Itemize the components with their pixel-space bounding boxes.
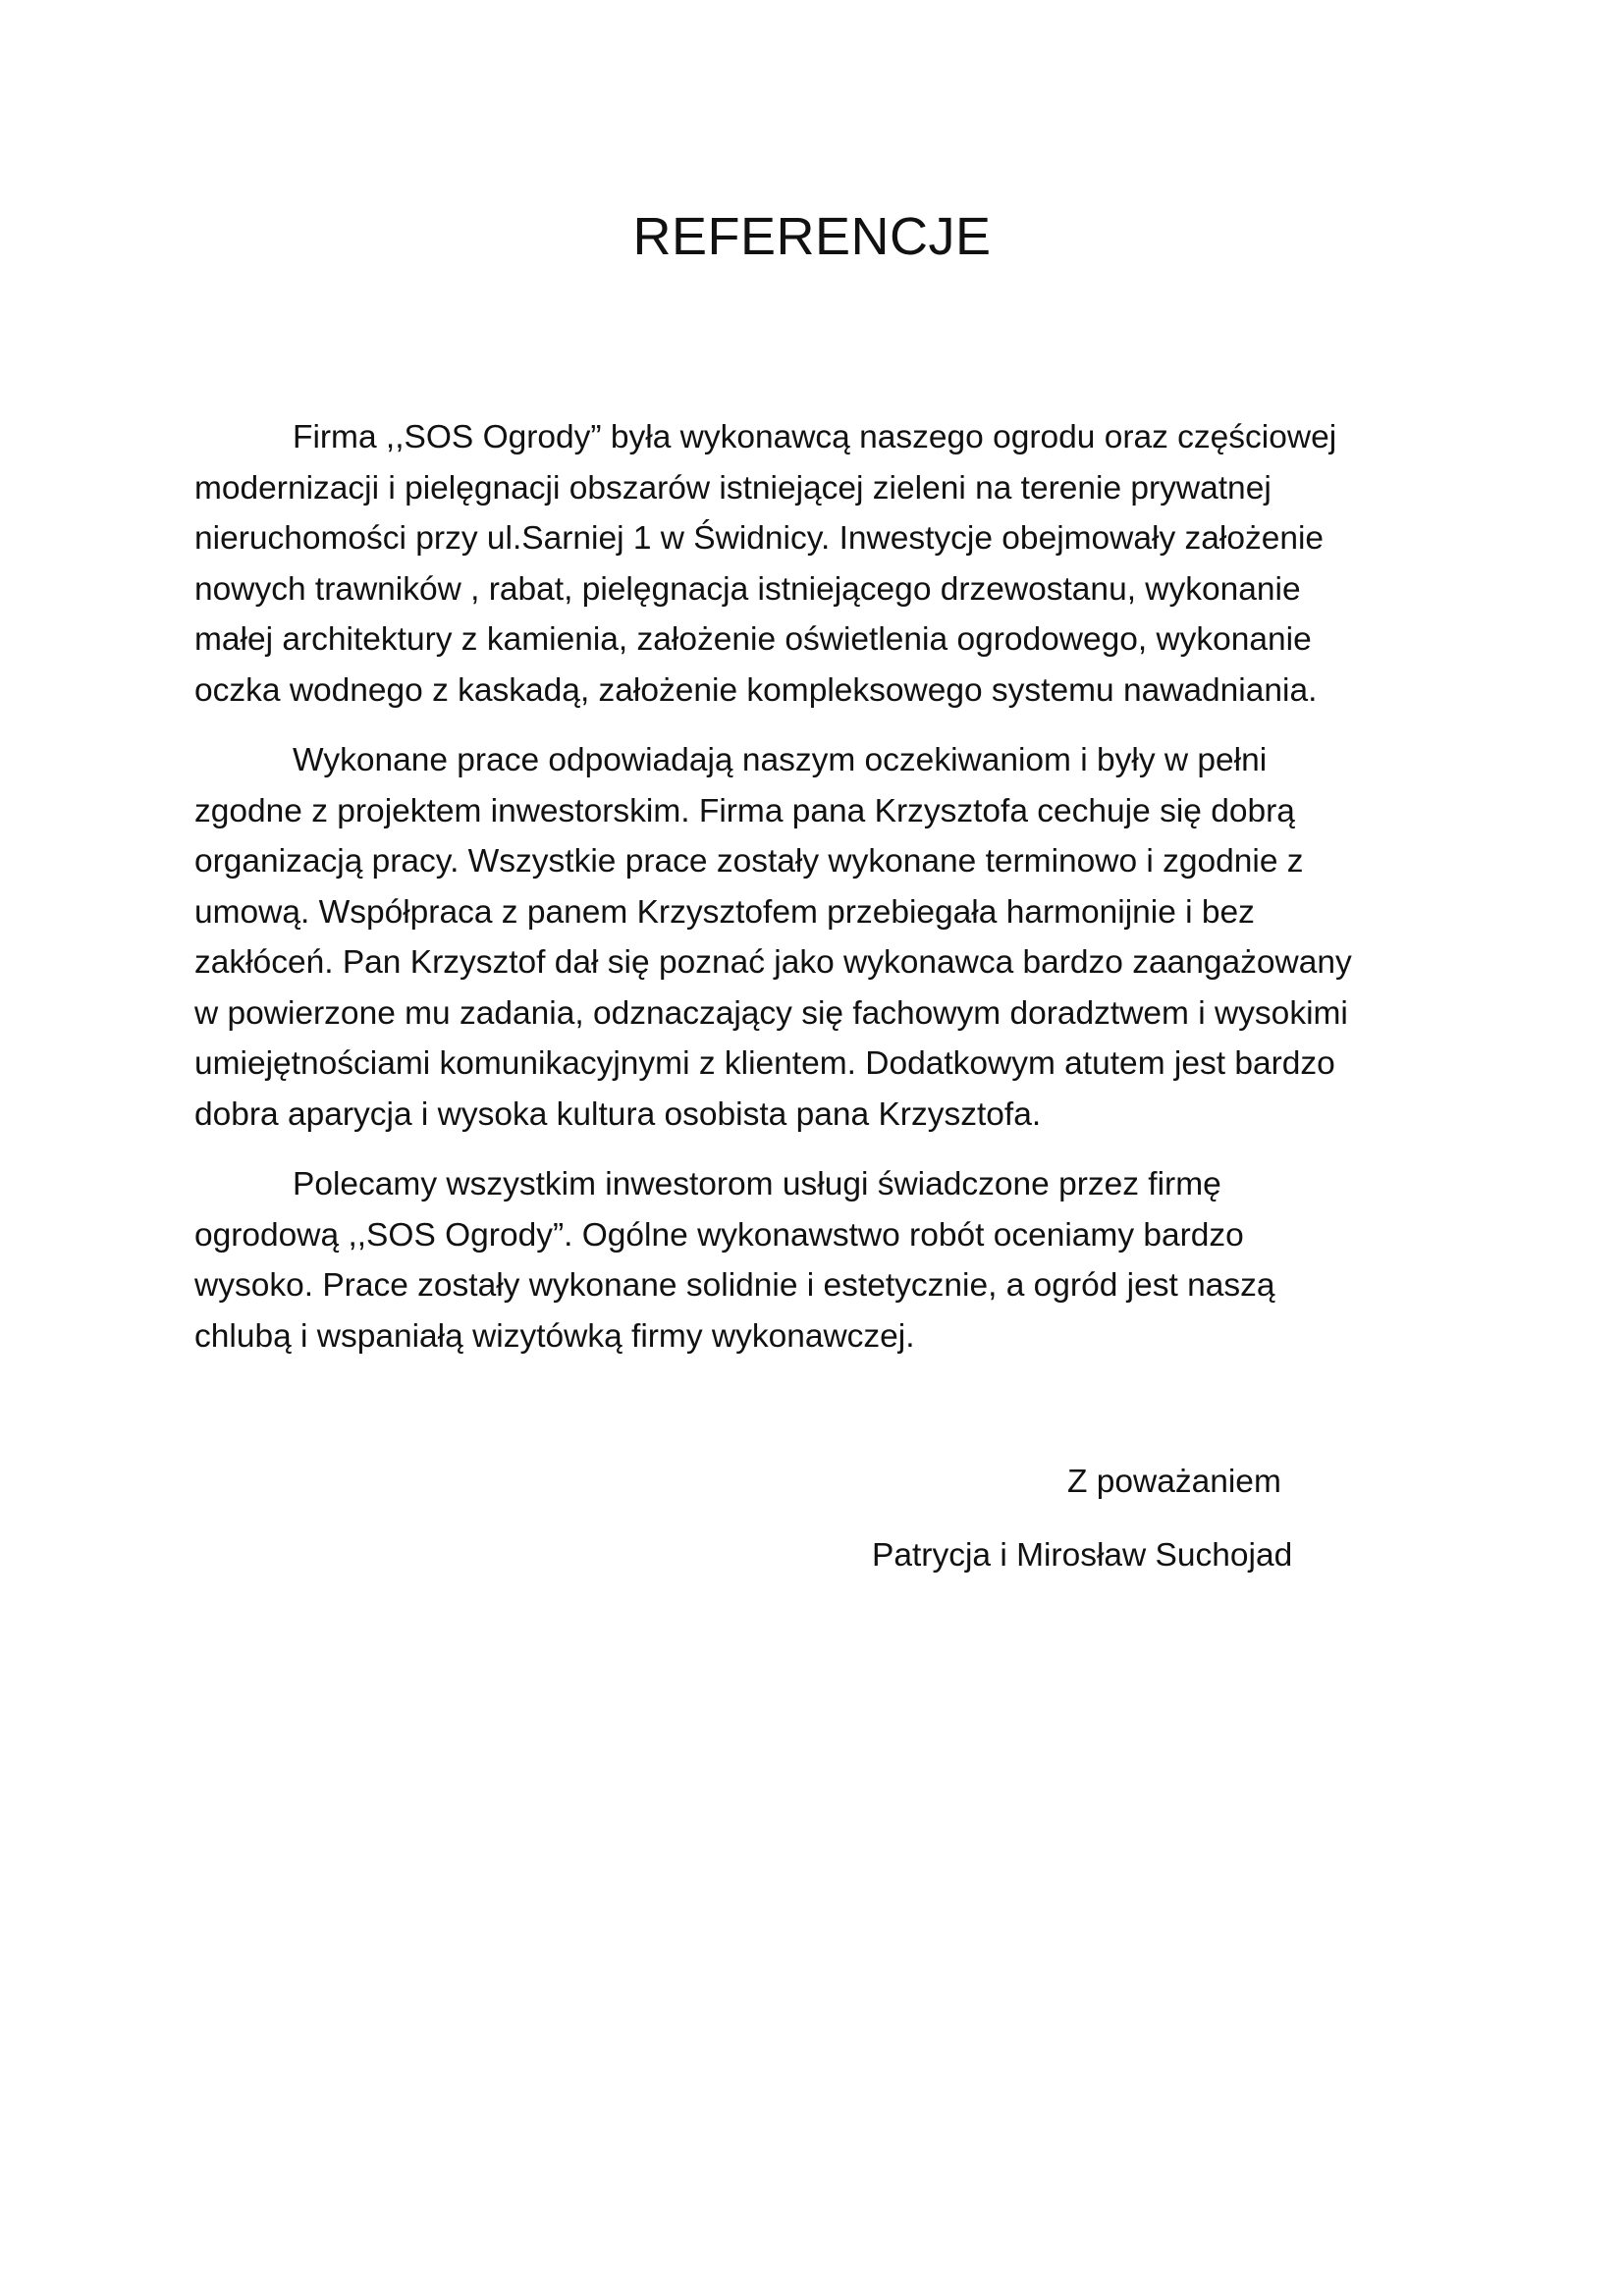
paragraph-1 — [194, 412, 1441, 716]
paragraph-line: Firma ,,SOS Ogrody” była wykonawcą naszego ogrodu oraz częściowej — [293, 419, 1337, 455]
paragraph-line: chlubą i wspaniałą wizytówką firmy wykonawczej. — [194, 1317, 915, 1355]
paragraph-line: nowych trawników , rabat, pielęgnacja istniejącego drzewostanu, wykonanie — [194, 570, 1301, 608]
paragraph-line: małej architektury z kamienia, założenie oświetlenia ogrodowego, wykonanie — [194, 621, 1312, 658]
paragraph-line: zgodne z projektem inwestorskim. Firma pana Krzysztofa cechuje się dobrą — [194, 792, 1295, 829]
paragraph-line: ogrodową ,,SOS Ogrody”. Ogólne wykonawstwo robót oceniamy bardzo — [194, 1216, 1244, 1254]
paragraph-2 — [194, 735, 1441, 1140]
paragraph-line: dobra aparycja i wysoka kultura osobista pana Krzysztofa. — [194, 1095, 1042, 1133]
document-body — [194, 412, 1441, 1381]
paragraph-line: umową. Współpraca z panem Krzysztofem przebiegała harmonijnie i bez — [194, 893, 1255, 931]
paragraph-line: oczka wodnego z kaskadą, założenie kompleksowego systemu nawadniania. — [194, 671, 1318, 709]
paragraph-line: wysoko. Prace zostały wykonane solidnie i estetycznie, a ogród jest naszą — [194, 1267, 1275, 1304]
paragraph-line: Polecamy wszystkim inwestorom usługi świadczone przez firmę — [293, 1166, 1221, 1202]
paragraph-line: umiejętnościami komunikacyjnymi z klientem. Dodatkowym atutem jest bardzo — [194, 1045, 1335, 1082]
paragraph-line: w powierzone mu zadania, odznaczający się fachowym doradztwem i wysokimi — [194, 994, 1348, 1032]
paragraph-line: nieruchomości przy ul.Sarniej 1 w Świdnicy. Inwestycje obejmowały założenie — [194, 520, 1325, 557]
closing-salutation: Z poważaniem — [1067, 1464, 1281, 1500]
paragraph-line: modernizacji i pielęgnacji obszarów istniejącej zieleni na terenie prywatnej — [194, 469, 1272, 507]
paragraph-line: zakłóceń. Pan Krzysztof dał się poznać jako wykonawca bardzo zaangażowany — [194, 944, 1352, 981]
paragraph-line: organizacją pracy. Wszystkie prace zostały wykonane terminowo i zgodnie z — [194, 843, 1304, 880]
document-title: REFERENCJE — [632, 207, 992, 266]
paragraph-3 — [194, 1159, 1441, 1362]
paragraph-line: Wykonane prace odpowiadają naszym oczekiwaniom i były w pełni — [293, 742, 1268, 778]
signature-names: Patrycja i Mirosław Suchojad — [872, 1537, 1293, 1574]
